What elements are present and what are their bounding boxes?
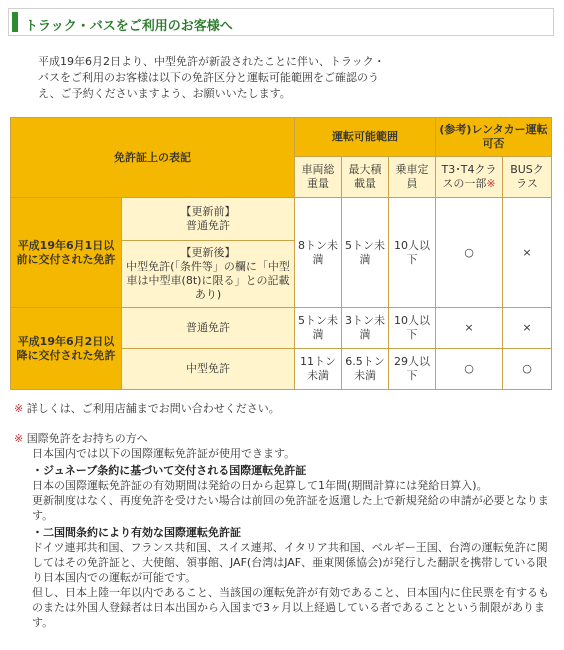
intl-sub1: ・ジュネーブ条約に基づいて交付される国際運転免許証 xyxy=(32,464,307,477)
r4-capacity: 29人以下 xyxy=(389,349,436,390)
col-load: 最大積載量 xyxy=(342,157,389,198)
g1-capacity: 10人以下 xyxy=(389,198,436,308)
note-text: 詳しくは、ご利用店舗までお問い合わせください。 xyxy=(26,402,280,415)
license-medium: 中型免許 xyxy=(122,349,295,390)
header-accent-bar xyxy=(12,12,18,32)
r3-bus: × xyxy=(503,308,552,349)
r4-load: 6.5トン未満 xyxy=(342,349,389,390)
col-t3t4: T3･T4クラスの一部※ xyxy=(436,157,503,198)
r4-weight: 11トン未満 xyxy=(295,349,342,390)
r3-load: 3トン未満 xyxy=(342,308,389,349)
rental-header: (参考)レンタカー運転可否 xyxy=(436,118,552,157)
group-before: 平成19年6月1日以前に交付された免許 xyxy=(11,198,122,308)
intl-title: 国際免許をお持ちの方へ xyxy=(26,432,148,445)
intl-p4: 但し、日本上陸一年以内であること、当該国の運転免許が有効であること、日本国内に住民票を有するものまたは外国人登録者は日本出国から入国まで3ヶ月以上経過している者であることという制限があります。 xyxy=(32,586,549,629)
g1-bus: × xyxy=(503,198,552,308)
g1-t3t4: ○ xyxy=(436,198,503,308)
g1-load: 5トン未満 xyxy=(342,198,389,308)
col-bus: BUSクラス xyxy=(503,157,552,198)
r4-t3t4: ○ xyxy=(436,349,503,390)
intl-sub2: ・二国間条約により有効な国際運転免許証 xyxy=(32,526,241,539)
international-license-section xyxy=(14,431,554,630)
intl-line1: 日本国内では以下の国際運転免許証が使用できます。 xyxy=(32,447,296,460)
intro-text: 平成19年6月2日より、中型免許が新設されたことに伴い、トラック・バスをご利用のお客様は以下の免許区分と運転可能範囲をご確認のうえ、ご予約くださいますよう、お願いいたします。 xyxy=(38,55,385,100)
intl-mark: ※ xyxy=(14,432,24,445)
license-after-update: 【更新後】 中型免許(「条件等」の欄に「中型車は中型車(8t)に限る」との記載あり) xyxy=(122,241,295,308)
license-before-update: 【更新前】 普通免許 xyxy=(122,198,295,241)
intl-p1: 日本の国際運転免許証の有効期間は発給の日から起算して1年間(期間計算には発給日算入)。 xyxy=(32,479,488,492)
col-weight: 車両総重量 xyxy=(295,157,342,198)
drivable-header: 運転可能範囲 xyxy=(295,118,436,157)
page-title: トラック・バスをご利用のお客様へ xyxy=(25,19,233,34)
license-regular: 普通免許 xyxy=(122,308,295,349)
col-capacity: 乗車定員 xyxy=(389,157,436,198)
r3-capacity: 10人以下 xyxy=(389,308,436,349)
license-table xyxy=(10,117,552,390)
section-header xyxy=(8,8,554,36)
intl-p3: ドイツ連邦共和国、フランス共和国、スイス連邦、イタリア共和国、ベルギー王国、台湾の運転免許に関してはその免許証と、大使館、領事館、JAF(台湾はJAF、亜東関係協会)が発行した翻訳を携帯している限り日本国内での運転が可能です。 xyxy=(32,541,548,584)
r3-weight: 5トン未満 xyxy=(295,308,342,349)
r3-t3t4: × xyxy=(436,308,503,349)
note-mark: ※ xyxy=(14,402,24,415)
r4-bus: ○ xyxy=(503,349,552,390)
group-after: 平成19年6月2日以降に交付された免許 xyxy=(11,308,122,390)
license-header: 免許証上の表記 xyxy=(11,118,295,198)
g1-weight: 8トン未満 xyxy=(295,198,342,308)
contact-note xyxy=(14,400,280,416)
intl-p2: 更新制度はなく、再度免許を受けたい場合は前回の免許証を返還した上で新規発給の申請が必要となります。 xyxy=(32,494,549,522)
